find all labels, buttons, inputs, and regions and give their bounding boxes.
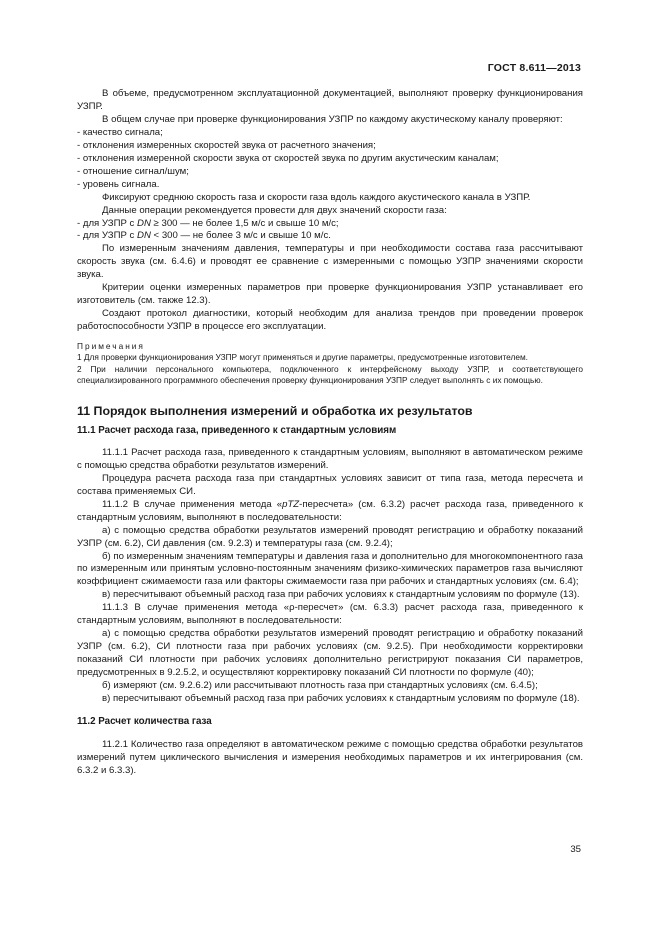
paragraph: В общем случае при проверке функционирования УЗПР по каждому акустическому каналу проверяют: xyxy=(102,113,563,125)
notes-title: Примечания xyxy=(77,341,145,352)
page-number: 35 xyxy=(570,844,581,855)
paragraph xyxy=(77,499,583,525)
paragraph: 11.1.1 Расчет расхода газа, приведенного к стандартным условиям, выполняют в автоматическом режиме с помощью средства обработки результатов измерений. xyxy=(77,446,583,471)
list-item: - качество сигнала; xyxy=(77,126,163,138)
list-item: - уровень сигнала. xyxy=(77,178,160,190)
list-item xyxy=(77,230,583,243)
note-item: 1 Для проверки функционирования УЗПР могут применяться и другие параметры, предусмотренные изготовителем. xyxy=(77,352,528,363)
list-item: - отношение сигнал/шум; xyxy=(77,165,189,177)
note-item: 2 При наличии персонального компьютера, подключенного к интерфейсному выходу УЗПР, и соответствующего специализированного программного обеспечения проверку функционирования УЗПР следует выполнять с их помощью. xyxy=(77,363,583,385)
paragraph: в) пересчитывают объемный расход газа при рабочих условиях к стандартным условиям по формуле (13). xyxy=(102,589,580,601)
list-item: - отклонения измеренной скорости звука от скоростей звука по другим акустическим каналам; xyxy=(77,152,499,164)
text-run: - для УЗПР с xyxy=(77,230,138,242)
subsection-heading: 11.2 Расчет количества газа xyxy=(77,715,212,727)
page-content xyxy=(77,88,583,778)
paragraph: 11.1.3 В случае применения метода «ρ-пересчет» (см. 6.3.3) расчет расхода газа, приведенного к стандартным условиям, выполняют в последовательности: xyxy=(77,602,583,627)
paragraph: б) измеряют (см. 9.2.6.2) или рассчитывают плотность газа при стандартных условиях (см. 6.4.5); xyxy=(102,680,538,692)
paragraph: Фиксируют среднюю скорость газа и скорости газа вдоль каждого акустического канала в УЗПР. xyxy=(102,191,531,203)
paragraph: б) по измеренным значениям температуры и давления газа и дополнительно для многокомпонентного газа по измеренным или принятым условно-постоянным значениям физико-химических параметров газа вычисляют коэффициент сжимаемости газа или факторы сжимаемости газа при рабочих и стандартных условиях (см. 6.4); xyxy=(77,550,583,588)
section-heading: 11 Порядок выполнения измерений и обработка их результатов xyxy=(77,403,473,418)
paragraph: в) пересчитывают объемный расход газа при рабочих условиях к стандартным условиям по формуле (18). xyxy=(102,692,580,704)
paragraph: а) с помощью средства обработки результатов измерений проводят регистрацию и обработку показаний УЗПР (см. 6.2), СИ плотности газа при рабочих условиях (см. 9.2.5). При необходимости корректировки показаний СИ плотности при рабочих условиях дополнительно регистрируют показания СИ параметров, предусмотренных в 9.2.5.2, и осуществляют корректировку показаний СИ плотности по формуле (40); xyxy=(77,628,583,679)
paragraph: Данные операции рекомендуется провести для двух значений скорости газа: xyxy=(102,204,447,216)
list-item: - отклонения измеренных скоростей звука от расчетного значения; xyxy=(77,139,376,151)
text-run: - для УЗПР с xyxy=(77,217,138,229)
paragraph: В объеме, предусмотренном эксплуатационной документацией, выполняют проверку функционирования УЗПР. xyxy=(77,88,583,112)
paragraph: Процедура расчета расхода газа при стандартных условиях зависит от типа газа, метода пересчета и состава применяемых СИ. xyxy=(77,472,583,497)
subsection-heading: 11.1 Расчет расхода газа, приведенного к стандартным условиям xyxy=(77,424,397,436)
text-run: -пересчета» (см. 6.3.2) расчет расхода газа, приведенного к стандартным условиям, выполняют в последовательности: xyxy=(77,498,583,523)
standard-header: ГОСТ 8.611—2013 xyxy=(487,62,581,74)
paragraph: а) с помощью средства обработки результатов измерений проводят регистрацию и обработку показаний УЗПР (см. 6.2), СИ давления (см. 9.2.3) и температуры газа (см. 9.2.4); xyxy=(77,524,583,549)
paragraph: Создают протокол диагностики, который необходим для анализа трендов при проведении проверок работоспособности УЗПР в процессе его эксплуатации. xyxy=(77,308,583,333)
paragraph: По измеренным значениям давления, температуры и при необходимости состава газа рассчитывают скорость звука (см. 6.4.6) и проводят ее сравнение с измеренными с помощью УЗПР значениями скорости звука. xyxy=(77,243,583,281)
text-run: 11.1.2 В случае применения метода « xyxy=(102,498,283,510)
paragraph: 11.2.1 Количество газа определяют в автоматическом режиме с помощью средства обработки результатов измерений путем циклического вычисления и измерения необходимых параметров и их интегрирования (см. 6.3.2 и 6.3.3). xyxy=(77,738,583,776)
list-item xyxy=(77,218,583,231)
variable: DN xyxy=(137,230,151,242)
text-run: < 300 — не более 3 м/с и свыше 10 м/с. xyxy=(150,230,331,242)
paragraph: Критерии оценки измеренных параметров при проверке функционирования УЗПР устанавливает его изготовитель (см. также 12.3). xyxy=(77,282,583,307)
variable: DN xyxy=(137,217,151,229)
text-run: ≥ 300 — не более 1,5 м/с и свыше 10 м/с; xyxy=(150,217,339,229)
variable: pTZ xyxy=(282,498,300,510)
notes-block xyxy=(77,341,583,386)
